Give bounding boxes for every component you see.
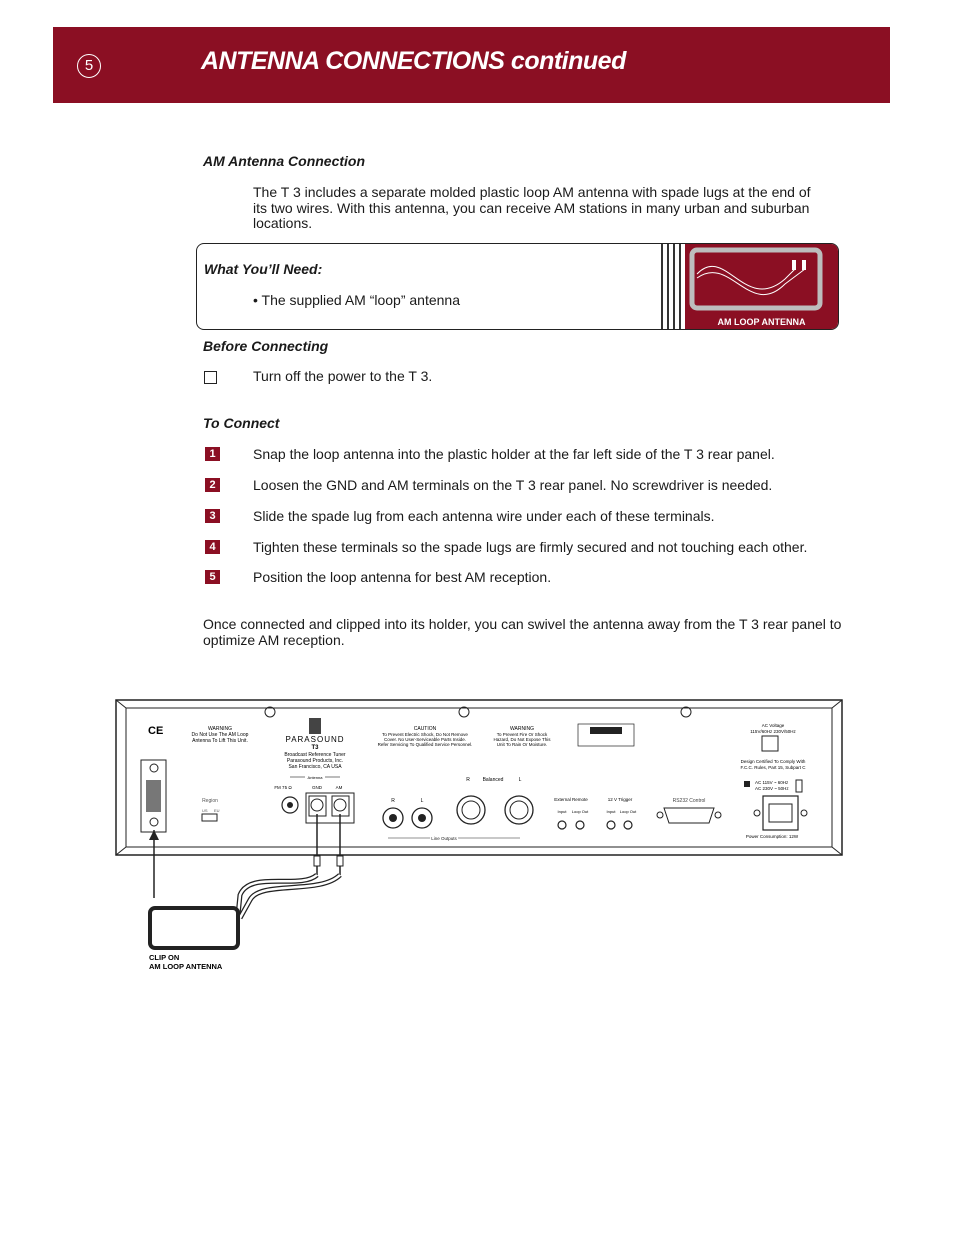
region-option: US (202, 808, 208, 813)
brand-line: Parasound Products, Inc. (286, 758, 344, 764)
spade-lug (337, 856, 343, 866)
antenna-term-label: FM 75 Ω (274, 785, 292, 790)
caution-line: Refer Servicing To Qualified Service Personnel. (377, 742, 473, 747)
brand-line: Broadcast Reference Tuner (284, 752, 346, 758)
closing-paragraph: Once connected and clipped into its holder, you can swivel the antenna away from the T 3 rear panel to optimize AM reception. (203, 616, 842, 648)
region-option: EU (214, 808, 220, 813)
antenna-label: Antenna (307, 775, 323, 780)
balanced-label: Balanced (482, 777, 504, 783)
step-text: Slide the spade lug from each antenna wire under each of these terminals. (253, 508, 715, 524)
step-number: 3 (205, 509, 220, 523)
warning2-line: WARNING (510, 726, 534, 732)
antenna-term-label: AM (335, 785, 343, 790)
what-you-need-item: • The supplied AM “loop” antenna (253, 292, 460, 308)
page-title: ANTENNA CONNECTIONS continued (201, 47, 626, 75)
brand-name: PARASOUND (285, 735, 345, 744)
jack-label: Loop Out (619, 809, 637, 814)
power-consumption: Power Consumption: 12W (745, 834, 799, 839)
caution-line: CAUTION (413, 726, 437, 732)
clip-label: CLIP ON (149, 953, 180, 962)
rca-l-label: L (420, 798, 424, 804)
step-text: Loosen the GND and AM terminals on the T 3 rear panel. No screwdriver is needed. (253, 477, 773, 493)
warning1-line: Do Not Use The AM Loop (191, 732, 249, 738)
step-number: 1 (205, 447, 220, 461)
warning2-line: Unit To Rain Or Moisture. (496, 742, 548, 747)
am-loop-antenna-image (685, 244, 838, 329)
step-number: 5 (205, 570, 220, 584)
step-number: 2 (205, 478, 220, 492)
ac-switch[interactable] (796, 780, 802, 792)
what-you-need-heading: What You’ll Need: (204, 261, 323, 277)
warning2-line: To Prevent Fire Or Shock (496, 732, 548, 737)
am-connection-paragraph: The T 3 includes a separate molded plastic loop AM antenna with spade lugs at the end of its two wires. With this antenna, you can receive AM stations in many urban and suburban locations. (253, 184, 811, 231)
brand-line: San Francisco, CA USA (288, 764, 342, 770)
am-loop-antenna (150, 908, 238, 948)
spade-lug (314, 856, 320, 866)
jack-label: Input (606, 809, 616, 814)
remote-header: External Remote (554, 797, 588, 802)
before-connecting-item: Turn off the power to the T 3. (253, 368, 433, 384)
warning2-line: Hazard, Do Not Expose This (493, 737, 551, 742)
ac-voltage-values: 115V/60Hz 230V/50Hz (750, 729, 796, 734)
jack-label: Input (557, 809, 567, 814)
fcc-line: F.C.C. Rules, Part 15, Subpart C (740, 765, 806, 770)
clip-label: AM LOOP ANTENNA (149, 962, 223, 971)
trigger-header: 12 V Trigger (607, 797, 633, 802)
warning1-line: WARNING (208, 726, 232, 732)
antenna-term-label: GND (312, 785, 322, 790)
before-connecting-heading: Before Connecting (203, 338, 329, 354)
section-header (53, 27, 890, 103)
rca-r-label: R (391, 798, 395, 804)
checklist-checkbox[interactable] (204, 371, 217, 384)
what-you-need-box (196, 243, 839, 330)
power-indicator (744, 781, 750, 787)
step-text: Tighten these terminals so the spade lugs are firmly secured and not touching each other. (253, 539, 808, 555)
rs232-label: RS232 Control (672, 798, 706, 804)
brand-logo-icon (309, 718, 321, 734)
region-label: Region (202, 798, 218, 804)
to-connect-heading: To Connect (203, 415, 280, 431)
step-text: Snap the loop antenna into the plastic holder at the far left side of the T 3 rear panel. (253, 446, 775, 462)
balanced-r-label: R (466, 777, 470, 783)
step-text: Position the loop antenna for best AM reception. (253, 569, 552, 585)
ce-mark: CE (148, 725, 164, 737)
balanced-l-label: L (518, 777, 522, 783)
ac-option: AC 115V ~ 60Hz (755, 780, 789, 785)
fcc-line: Design Certified To Comply With (740, 759, 806, 764)
am-connection-heading: AM Antenna Connection (203, 153, 366, 169)
caution-line: To Prevent Electric Shock, Do Not Remove (382, 732, 468, 737)
line-outputs-label: Line Outputs (431, 836, 457, 841)
rear-panel-diagram (0, 690, 954, 990)
rs232-port (664, 808, 714, 823)
warning1-line: Antenna To Lift This Unit. (192, 738, 248, 744)
voltage-selector[interactable] (762, 736, 778, 751)
model-name: T3 (311, 745, 319, 751)
step-number: 4 (205, 540, 220, 554)
jack-label: Loop Out (571, 809, 589, 814)
ac-option: AC 230V ~ 50Hz (755, 786, 789, 791)
ac-voltage-label: AC Voltage (761, 723, 785, 728)
region-switch[interactable] (202, 814, 217, 821)
caution-line: Cover. No User-Serviceable Parts Inside. (383, 737, 467, 742)
am-loop-antenna-caption: AM LOOP ANTENNA (717, 317, 806, 327)
section-number-badge: 5 (77, 54, 101, 78)
